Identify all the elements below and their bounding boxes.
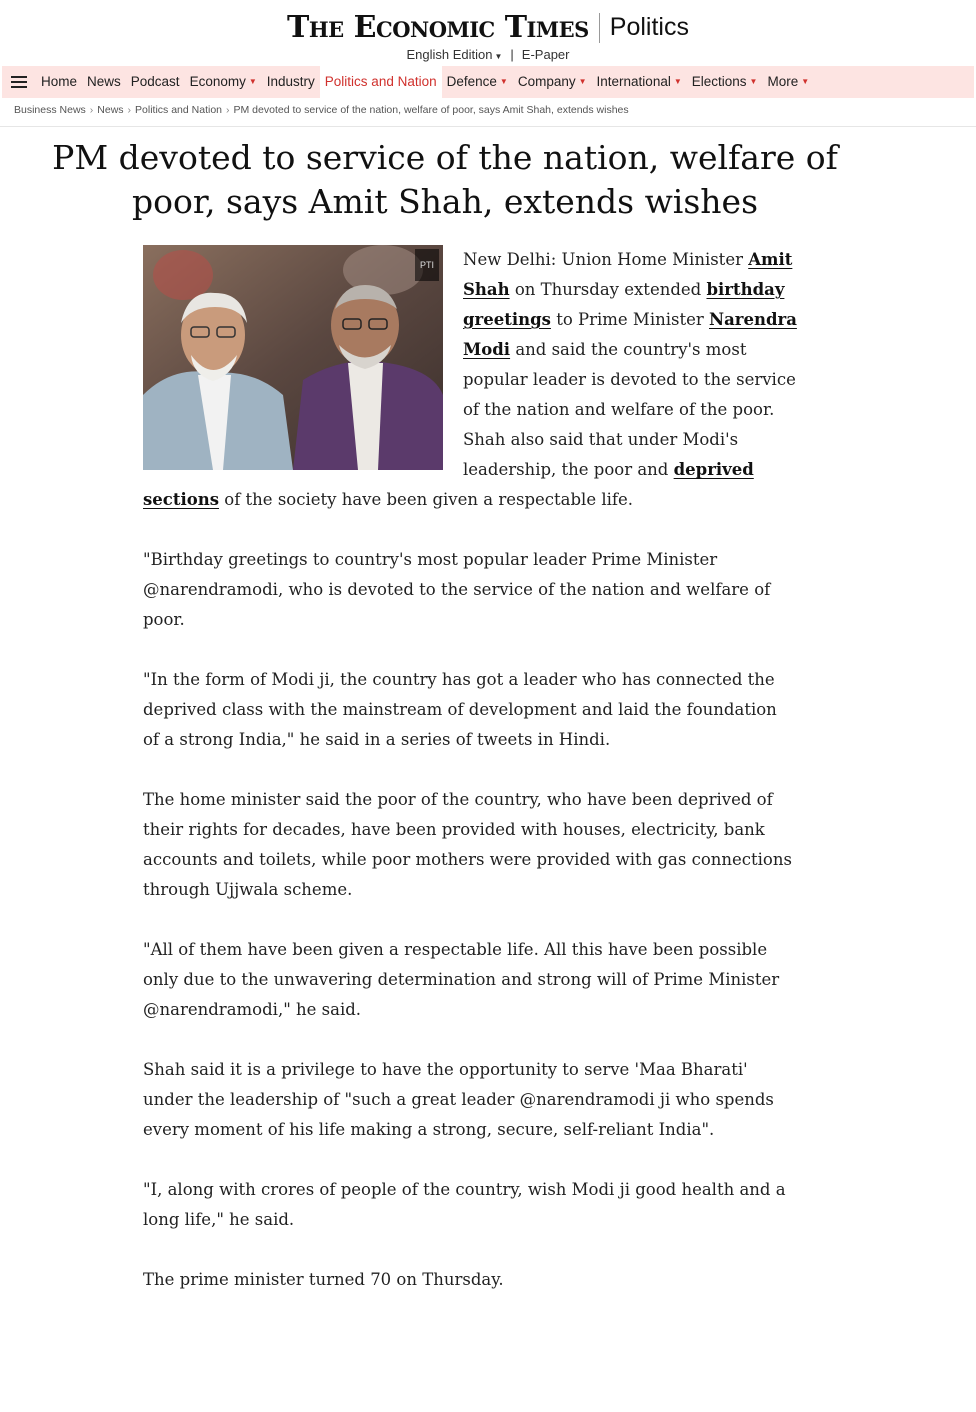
- nav-item-podcast[interactable]: [126, 66, 185, 98]
- lead-text: and said the country's most popular leader is devoted to the service of the nation and welfare of the poor. Shah also said that under Modi's leadership, the poor and: [463, 340, 796, 479]
- caret-down-icon: ▼: [673, 77, 682, 87]
- lead-text: New Delhi: Union Home Minister: [463, 250, 749, 269]
- link-narendra-modi[interactable]: Narendra Modi: [463, 310, 797, 359]
- lead-text: of the society have been given a respectable life.: [219, 490, 634, 509]
- nav-item-news[interactable]: [82, 66, 126, 98]
- logo-divider: [599, 13, 600, 43]
- section-title[interactable]: Politics: [609, 13, 689, 41]
- nav-item-home[interactable]: [36, 66, 82, 98]
- breadcrumb: [14, 104, 629, 116]
- nav-item-company[interactable]: [513, 66, 592, 98]
- caret-down-icon: ▼: [578, 77, 587, 87]
- caret-down-icon: ▼: [499, 77, 508, 87]
- nav-item-industry[interactable]: [262, 66, 320, 98]
- article-paragraph: Shah said it is a privilege to have the opportunity to serve 'Maa Bharati' under the leadership of "such a great leader @narendramodi ji who spends every moment of his life making a strong, secure, self-reliant India".: [143, 1060, 774, 1139]
- edition-separator: |: [510, 47, 514, 62]
- caret-down-icon: ▼: [801, 77, 810, 87]
- caret-down-icon: ▼: [494, 52, 503, 61]
- breadcrumb-divider: [0, 126, 976, 127]
- nav-label: Defence: [446, 74, 497, 89]
- article-paragraph: The prime minister turned 70 on Thursday.: [143, 1270, 504, 1289]
- nav-label: Economy: [189, 74, 246, 89]
- breadcrumb-current: PM devoted to service of the nation, welfare of poor, says Amit Shah, extends wishes: [233, 104, 629, 116]
- lead-text: on Thursday extended: [509, 280, 707, 299]
- article-paragraph: "All of them have been given a respectable life. All this have been possible only due to the unwavering determination and strong will of Prime Minister @narendramodi," he said.: [143, 940, 780, 1019]
- caret-down-icon: ▼: [749, 77, 758, 87]
- nav-label: Podcast: [130, 74, 180, 89]
- article-paragraph: "In the form of Modi ji, the country has got a leader who has connected the deprived class with the mainstream of development and laid the foundation of a strong India," he said in a series of tweets in Hindi.: [143, 670, 777, 749]
- nav-item-elections[interactable]: [687, 66, 763, 98]
- nav-label: Home: [41, 74, 78, 89]
- image-credit: PTI: [415, 249, 439, 281]
- masthead: [0, 0, 976, 66]
- lead-text: to Prime Minister: [550, 310, 710, 329]
- breadcrumb-item-politics[interactable]: Politics and Nation: [135, 104, 223, 116]
- edition-label: English Edition: [406, 47, 493, 62]
- link-deprived-sections[interactable]: deprived sections: [143, 460, 754, 509]
- main-nav: [2, 66, 974, 98]
- hamburger-menu-icon[interactable]: [2, 66, 36, 98]
- nav-item-politics-and-nation[interactable]: [320, 66, 442, 98]
- article-paragraph: "I, along with crores of people of the country, wish Modi ji good health and a long life," he said.: [143, 1180, 786, 1229]
- article-image[interactable]: [143, 245, 443, 470]
- edition-row: [0, 47, 976, 62]
- nav-label: News: [87, 74, 121, 89]
- article-paragraph: "Birthday greetings to country's most popular leader Prime Minister @narendramodi, who is devoted to the service of the nation and welfare of poor.: [143, 550, 771, 629]
- nav-item-economy[interactable]: [185, 66, 262, 98]
- nav-items: [36, 66, 814, 98]
- logo-row: [0, 10, 976, 45]
- article-paragraph: The home minister said the poor of the country, who have been deprived of their rights for decades, have been provided with houses, electricity, bank accounts and toilets, while poor mothers were provided with gas connections through Ujjwala scheme.: [143, 790, 792, 899]
- nav-item-defence[interactable]: [442, 66, 513, 98]
- breadcrumb-item-news[interactable]: News: [97, 104, 124, 116]
- nav-label: Elections: [691, 74, 747, 89]
- site-logo[interactable]: The Economic Times: [287, 10, 589, 45]
- nav-label: Company: [517, 74, 576, 89]
- nav-label: Politics and Nation: [324, 74, 437, 89]
- article-headline: PM devoted to service of the nation, welfare of poor, says Amit Shah, extends wishes: [52, 138, 838, 221]
- nav-item-more[interactable]: [762, 66, 814, 98]
- chevron-right-icon: ›: [226, 104, 230, 116]
- chevron-right-icon: ›: [127, 104, 132, 116]
- photo-illustration: [143, 245, 443, 470]
- nav-item-international[interactable]: [592, 66, 687, 98]
- epaper-link[interactable]: E-Paper: [521, 47, 570, 62]
- link-birthday-greetings[interactable]: birthday greetings: [463, 280, 785, 329]
- breadcrumb-item-business-news[interactable]: Business News: [14, 104, 86, 116]
- link-amit-shah[interactable]: Amit Shah: [463, 250, 793, 299]
- edition-selector[interactable]: [406, 47, 502, 62]
- nav-label: More: [767, 74, 799, 89]
- nav-label: International: [596, 74, 671, 89]
- article-body: [143, 245, 798, 1325]
- chevron-right-icon: ›: [89, 104, 94, 116]
- caret-down-icon: ▼: [248, 77, 257, 87]
- nav-label: Industry: [266, 74, 315, 89]
